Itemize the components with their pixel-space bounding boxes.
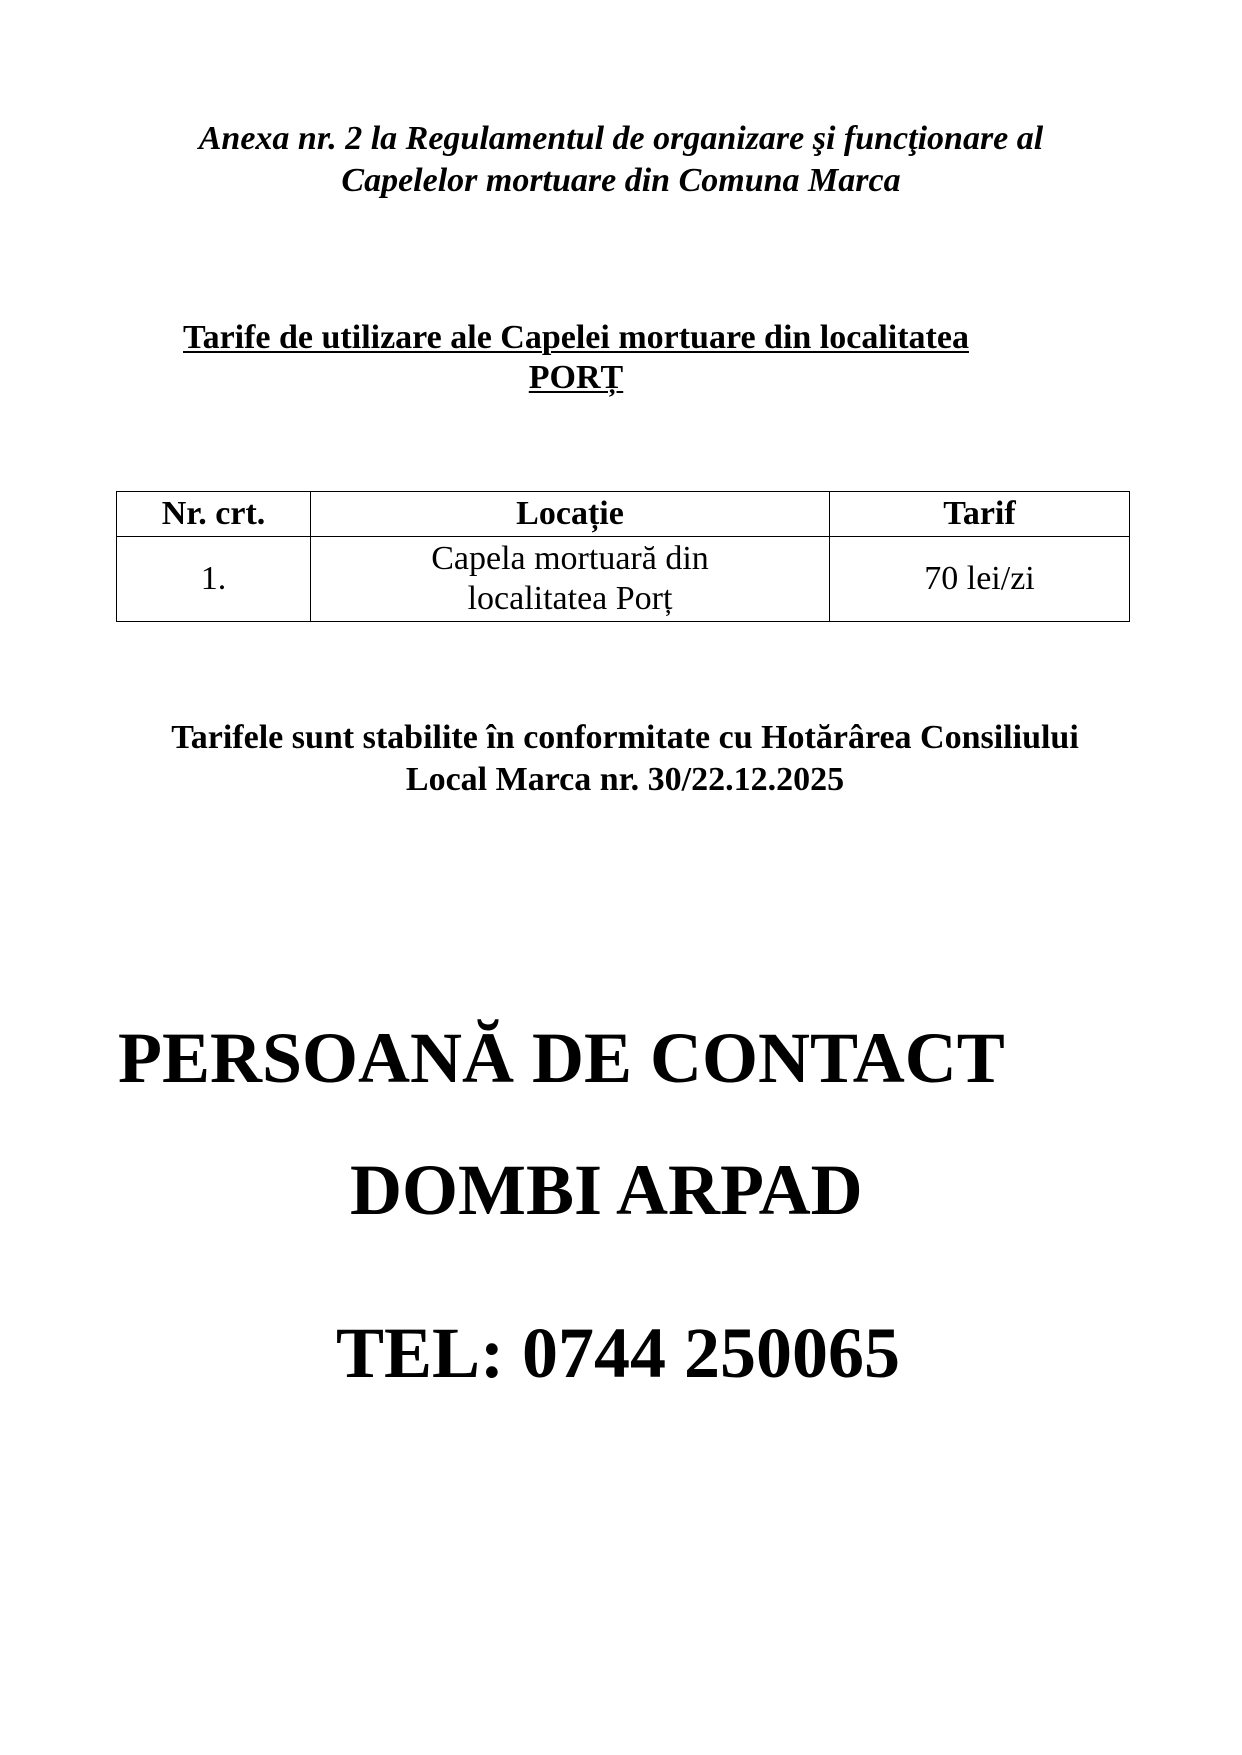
header-location: Locație	[311, 492, 830, 537]
legal-note	[80, 717, 1170, 801]
legal-note-line-1: Tarifele sunt stabilite în conformitate cu Hotărârea Consiliului	[171, 719, 1079, 756]
annex-title	[0, 118, 1242, 202]
cell-tariff: 70 lei/zi	[830, 537, 1130, 622]
tariff-title-line-2: PORȚ	[528, 359, 624, 396]
annex-title-line-2: Capelelor mortuare din Comuna Marca	[341, 162, 901, 199]
cell-location-line-2: localitatea Porț	[467, 580, 673, 617]
tariff-title-line-1: Tarife de utilizare ale Capelei mortuare din localitatea	[183, 319, 969, 356]
tariff-table	[116, 491, 1130, 622]
header-nr-crt: Nr. crt.	[117, 492, 311, 537]
contact-heading: PERSOANĂ DE CONTACT	[118, 1018, 1005, 1098]
contact-phone: TEL: 0744 250065	[336, 1313, 901, 1393]
tariff-title	[136, 318, 1016, 398]
cell-location	[311, 537, 830, 622]
header-tariff: Tarif	[830, 492, 1130, 537]
table-row	[117, 537, 1130, 622]
annex-title-line-1: Anexa nr. 2 la Regulamentul de organizare şi funcţionare al	[198, 120, 1044, 157]
table-header-row	[117, 492, 1130, 537]
contact-name: DOMBI ARPAD	[350, 1150, 863, 1230]
cell-location-line-1: Capela mortuară din	[431, 540, 709, 577]
legal-note-line-2: Local Marca nr. 30/22.12.2025	[405, 761, 845, 798]
cell-nr: 1.	[117, 537, 311, 622]
